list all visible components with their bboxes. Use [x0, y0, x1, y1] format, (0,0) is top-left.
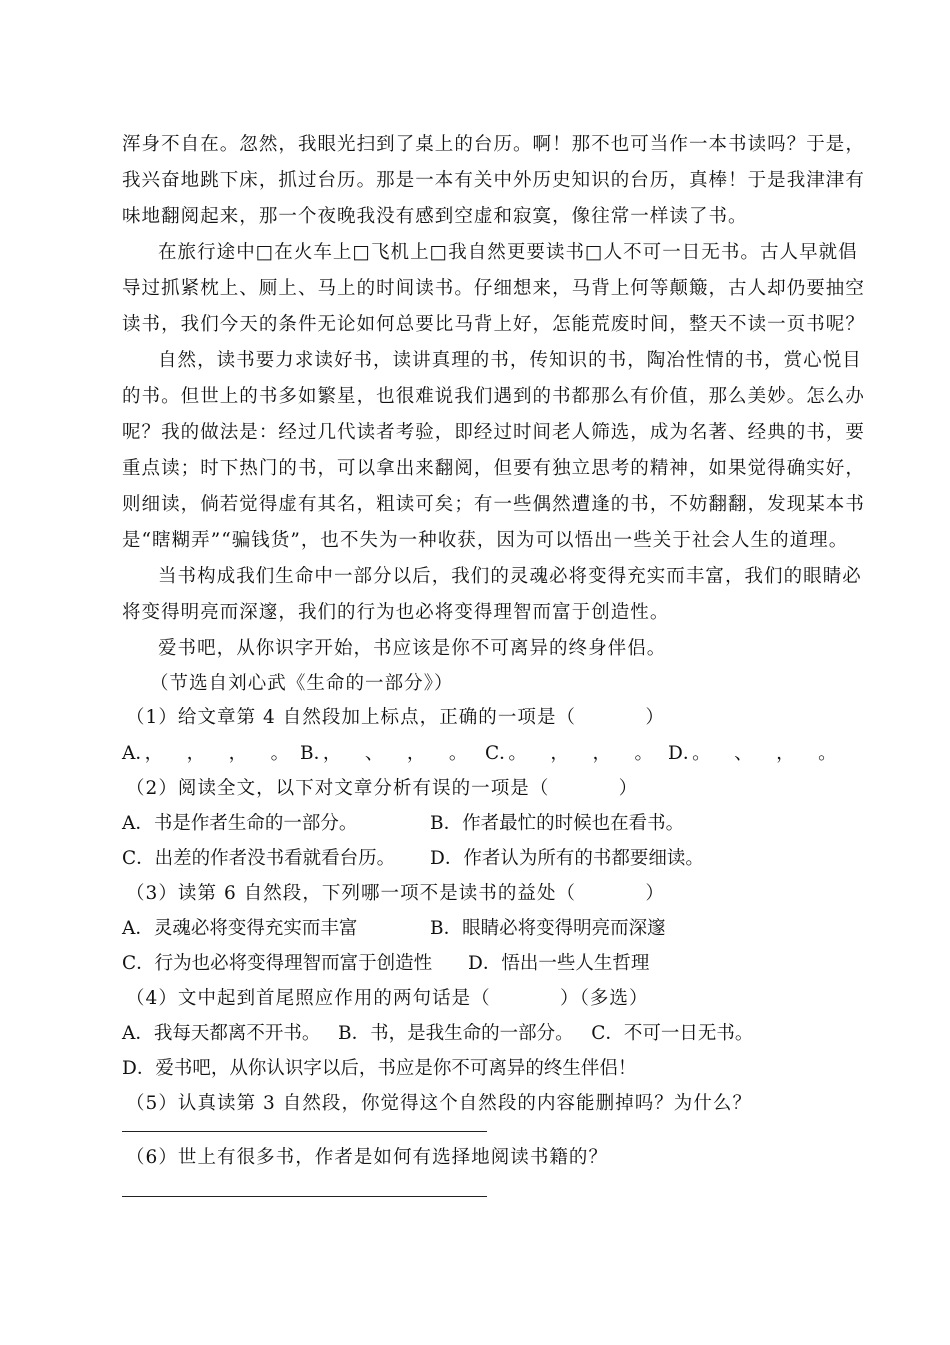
answer-line-5[interactable]: [122, 1131, 487, 1132]
question-2: （2）阅读全文，以下对文章分析有误的一项是（ ）: [126, 778, 639, 799]
answer-line-6[interactable]: [122, 1196, 487, 1197]
question-5: （5）认真读第 3 自然段，你觉得这个自然段的内容能删掉吗？为什么？: [126, 1093, 753, 1114]
q1-option-b: B．， 、 ， 。: [300, 743, 468, 764]
paragraph-line: 味地翻阅起来，那一个夜晚我没有感到空虚和寂寞，像往常一样读了书。: [122, 206, 748, 227]
paragraph-line: 我兴奋地跳下床，抓过台历。那是一本有关中外历史知识的台历，真棒！于是我津津有: [122, 170, 865, 191]
q1-option-a: A．， ， ， 。: [122, 743, 290, 764]
paragraph-line: 自然，读书要力求读好书，读讲真理的书，传知识的书，陶冶性情的书，赏心悦目: [158, 350, 862, 371]
question-3: （3）读第 6 自然段，下列哪一项不是读书的益处（ ）: [126, 883, 665, 904]
question-6: （6）世上有很多书，作者是如何有选择地阅读书籍的？: [126, 1147, 609, 1168]
paragraph-line: 将变得明亮而深邃，我们的行为也必将变得理智而富于创造性。: [122, 602, 670, 623]
paragraph-line: 浑身不自在。忽然，我眼光扫到了桌上的台历。啊！那不也可当作一本书读吗？于是，: [122, 134, 865, 155]
source-citation: （节选自刘心武《生命的一部分》）: [150, 673, 454, 694]
question-1: （1）给文章第 4 自然段加上标点，正确的一项是（ ）: [126, 707, 665, 728]
q2-option-a: A．书是作者生命的一部分。: [122, 813, 358, 834]
q2-option-c: C．出差的作者没书看就看台历。: [122, 848, 396, 869]
q4-options-abc: A．我每天都离不开书。 B．书，是我生命的一部分。 C．不可一日无书。: [122, 1023, 754, 1044]
q2-option-d: D．作者认为所有的书都要细读。: [430, 848, 704, 869]
paragraph-line: 当书构成我们生命中一部分以后，我们的灵魂必将变得充实而丰富，我们的眼睛必: [158, 566, 862, 587]
paragraph-line: 导过抓紧枕上、厕上、马上的时间读书。仔细想来，马背上何等颠簸，古人却仍要抽空: [122, 278, 865, 299]
paragraph-line: 在旅行途中□在火车上□飞机上□我自然更要读书□人不可一日无书。古人早就倡: [158, 242, 858, 263]
q2-option-b: B．作者最忙的时候也在看书。: [430, 813, 685, 834]
paragraph-line: 呢？我的做法是：经过几代读者考验，即经过时间老人筛选，成为名著、经典的书，要: [122, 422, 865, 443]
paragraph-line: 读书，我们今天的条件无论如何总要比马背上好，怎能荒废时间，整天不读一页书呢？: [122, 314, 865, 335]
q3-option-b: B．眼睛必将变得明亮而深邃: [430, 918, 666, 939]
paragraph-line: 重点读；时下热门的书，可以拿出来翻阅，但要有独立思考的精神，如果觉得确实好，: [122, 458, 865, 479]
q1-option-d: D．。 、 ， 。: [668, 743, 837, 764]
paragraph-line: 的书。但世上的书多如繁星，也很难说我们遇到的书都那么有价值，那么美妙。怎么办: [122, 386, 865, 407]
paragraph-line: 爱书吧，从你识字开始，书应该是你不可离异的终身伴侣。: [158, 638, 667, 659]
paragraph-line: 是“瞎糊弄”“骗钱货”，也不失为一种收获，因为可以悟出一些关于社会人生的道理。: [122, 530, 849, 551]
q3-option-c: C．行为也必将变得理智而富于创造性: [122, 953, 433, 974]
q3-option-d: D．悟出一些人生哲理: [468, 953, 650, 974]
q3-option-a: A．灵魂必将变得充实而丰富: [122, 918, 358, 939]
q4-option-d: D．爱书吧，从你认识字以后，书应是你不可离异的终生伴侣！: [122, 1058, 637, 1079]
question-4: （4）文中起到首尾照应作用的两句话是（ ）（多选）: [126, 988, 649, 1009]
q1-option-c: C．。 ， ， 。: [485, 743, 653, 764]
paragraph-line: 则细读，倘若觉得虚有其名，粗读可矣；有一些偶然遭逢的书，不妨翻翻，发现某本书: [122, 494, 865, 515]
